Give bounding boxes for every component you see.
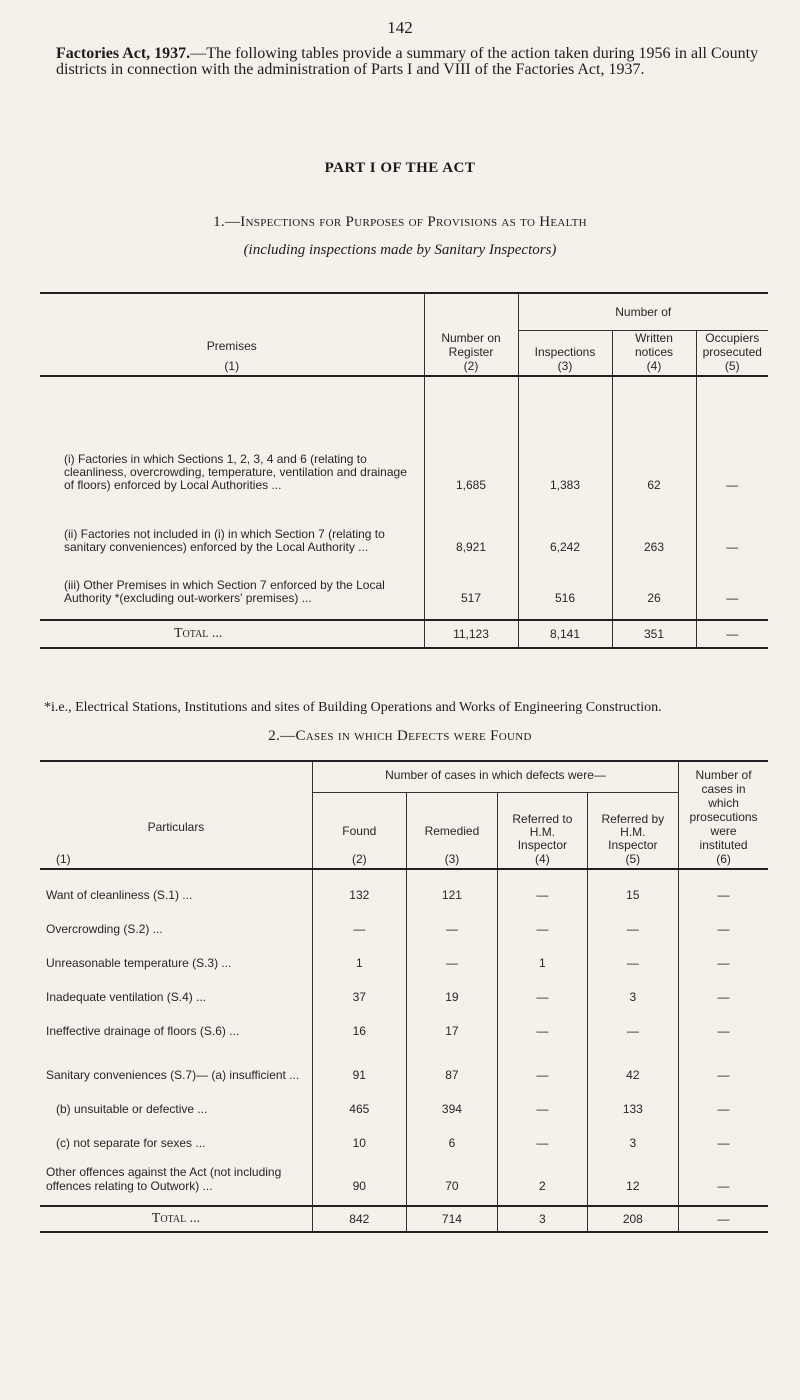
row-particulars: (b) unsuitable or defective ... xyxy=(56,1102,208,1116)
table-row xyxy=(40,1152,768,1206)
row-referred-by: 42 xyxy=(587,1040,679,1084)
row-remedied: 6 xyxy=(406,1118,498,1152)
table-row xyxy=(40,869,768,904)
total-register: 11,123 xyxy=(424,620,518,648)
row-notices: 26 xyxy=(612,558,696,620)
row-inspections: 1,383 xyxy=(518,376,612,496)
row-particulars: Overcrowding (S.2) ... xyxy=(46,922,163,936)
header-number-of-cases: Number of cases in which defects were— xyxy=(312,761,678,793)
row-referred-by: — xyxy=(587,938,679,972)
row-particulars: Inadequate ventilation (S.4) ... xyxy=(46,990,207,1004)
section2-number: 2. xyxy=(268,728,281,744)
row-prosecutions: — xyxy=(679,1084,768,1118)
total-referred-to: 3 xyxy=(498,1206,587,1232)
row-found: 37 xyxy=(312,972,406,1006)
row-referred-by: 3 xyxy=(587,972,679,1006)
row-particulars: Unreasonable temperature (S.3) ... xyxy=(46,956,232,970)
section1-subtitle: (including inspections made by Sanitary Inspectors) xyxy=(243,242,557,258)
row-notices: 263 xyxy=(612,496,696,558)
row-prosecutions: — xyxy=(679,972,768,1006)
page-number: 142 xyxy=(387,18,413,37)
table-row xyxy=(40,972,768,1006)
table-row xyxy=(40,376,768,496)
row-prosecutions: — xyxy=(679,1006,768,1040)
header-prosecutions: Number of cases in which prosecutions were instituted (6) xyxy=(679,761,768,869)
intro-paragraph xyxy=(56,46,776,78)
row-referred-by: — xyxy=(587,1006,679,1040)
total-label: Total ... xyxy=(40,620,424,648)
section2-heading: —Cases in which Defects were Found xyxy=(280,728,532,744)
row-notices: 62 xyxy=(612,376,696,496)
total-inspections: 8,141 xyxy=(518,620,612,648)
row-referred-to: — xyxy=(498,1118,587,1152)
total-notices: 351 xyxy=(612,620,696,648)
table-row xyxy=(40,1084,768,1118)
row-referred-to: — xyxy=(498,1084,587,1118)
intro-lead: Factories Act, 1937. xyxy=(56,45,191,62)
row-prosecutions: — xyxy=(679,1118,768,1152)
row-remedied: 17 xyxy=(406,1006,498,1040)
row-particulars: Sanitary conveniences (S.7)— (a) insufficient ... xyxy=(46,1068,300,1082)
part-title: PART I OF THE ACT xyxy=(324,160,476,176)
header-inspections: Inspections (3) xyxy=(518,331,612,377)
row-register: 1,685 xyxy=(424,376,518,496)
row-remedied: 70 xyxy=(406,1152,498,1206)
row-premises: (iii) Other Premises in which Section 7 enforced by the Local Authority *(excluding out-workers' premises) ... xyxy=(64,578,385,605)
header-register: Number on Register (2) xyxy=(424,293,518,376)
row-prosecutions: — xyxy=(679,904,768,938)
row-remedied: 121 xyxy=(406,869,498,904)
row-found: — xyxy=(312,904,406,938)
table-row xyxy=(40,558,768,620)
row-remedied: 87 xyxy=(406,1040,498,1084)
row-prosecuted: — xyxy=(696,376,768,496)
row-referred-to: — xyxy=(498,1006,587,1040)
row-premises: (i) Factories in which Sections 1, 2, 3, 4 and 6 (relating to cleanliness, overcrowding, temperature, ventilation and drainage of floors) enforced by Local Authorities ... xyxy=(64,452,407,492)
row-found: 16 xyxy=(312,1006,406,1040)
total-row xyxy=(40,620,768,648)
row-premises: (ii) Factories not included in (i) in which Section 7 (relating to sanitary conveniences) enforced by the Local Authority ... xyxy=(64,527,385,554)
header-notices: Written notices (4) xyxy=(612,331,696,377)
row-remedied: 394 xyxy=(406,1084,498,1118)
footnote: *i.e., Electrical Stations, Institutions and sites of Building Operations and Works of Engineering Construction. xyxy=(44,700,662,715)
header-referred-to: Referred to H.M. Inspector (4) xyxy=(498,793,587,870)
row-referred-by: 133 xyxy=(587,1084,679,1118)
row-referred-to: — xyxy=(498,904,587,938)
total-prosecutions: — xyxy=(679,1206,768,1232)
intro-text: —The following tables provide a summary of the action taken during 1956 in all County districts in connection with the administration of Parts I and VIII of the Factories Act, 1937. xyxy=(56,45,759,78)
section1-number: 1. xyxy=(213,214,225,230)
row-particulars: (c) not separate for sexes ... xyxy=(56,1136,206,1150)
row-found: 1 xyxy=(312,938,406,972)
row-remedied: 19 xyxy=(406,972,498,1006)
row-prosecuted: — xyxy=(696,496,768,558)
row-referred-to: 1 xyxy=(498,938,587,972)
row-inspections: 6,242 xyxy=(518,496,612,558)
total-referred-by: 208 xyxy=(587,1206,679,1232)
row-referred-by: 15 xyxy=(587,869,679,904)
section1-heading: —Inspections for Purposes of Provisions as to Health xyxy=(224,214,587,230)
defects-table xyxy=(40,760,768,1233)
row-remedied: — xyxy=(406,904,498,938)
row-referred-by: — xyxy=(587,904,679,938)
total-found: 842 xyxy=(312,1206,406,1232)
row-particulars: Other offences against the Act (not including offences relating to Outwork) ... xyxy=(46,1165,282,1193)
row-referred-by: 3 xyxy=(587,1118,679,1152)
row-referred-to: — xyxy=(498,1040,587,1084)
total-remedied: 714 xyxy=(406,1206,498,1232)
table-row xyxy=(40,496,768,558)
row-found: 132 xyxy=(312,869,406,904)
header-prosecuted: Occupiers prosecuted (5) xyxy=(696,331,768,377)
inspections-table xyxy=(40,292,768,649)
header-remedied: Remedied (3) xyxy=(406,793,498,870)
header-number-of: Number of xyxy=(518,293,768,331)
row-referred-to: — xyxy=(498,972,587,1006)
table-row xyxy=(40,938,768,972)
row-found: 91 xyxy=(312,1040,406,1084)
header-found: Found (2) xyxy=(312,793,406,870)
section1-title xyxy=(0,214,800,231)
row-referred-to: 2 xyxy=(498,1152,587,1206)
row-inspections: 516 xyxy=(518,558,612,620)
table-row xyxy=(40,1006,768,1040)
row-particulars: Ineffective drainage of floors (S.6) ... xyxy=(46,1024,240,1038)
table-row xyxy=(40,1040,768,1084)
total-prosecuted: — xyxy=(696,620,768,648)
row-found: 90 xyxy=(312,1152,406,1206)
row-prosecutions: — xyxy=(679,869,768,904)
total-row xyxy=(40,1206,768,1232)
total-label: Total ... xyxy=(40,1206,312,1232)
row-prosecutions: — xyxy=(679,938,768,972)
header-premises: Premises (1) xyxy=(40,293,424,376)
row-referred-to: — xyxy=(498,869,587,904)
row-found: 10 xyxy=(312,1118,406,1152)
table-row xyxy=(40,1118,768,1152)
row-remedied: — xyxy=(406,938,498,972)
row-found: 465 xyxy=(312,1084,406,1118)
row-referred-by: 12 xyxy=(587,1152,679,1206)
row-prosecutions: — xyxy=(679,1152,768,1206)
row-register: 8,921 xyxy=(424,496,518,558)
header-referred-by: Referred by H.M. Inspector (5) xyxy=(587,793,679,870)
row-particulars: Want of cleanliness (S.1) ... xyxy=(46,888,193,902)
row-prosecuted: — xyxy=(696,558,768,620)
table-row xyxy=(40,904,768,938)
header-particulars: Particulars (1) xyxy=(40,761,312,869)
row-register: 517 xyxy=(424,558,518,620)
row-prosecutions: — xyxy=(679,1040,768,1084)
section2-title xyxy=(0,728,800,745)
